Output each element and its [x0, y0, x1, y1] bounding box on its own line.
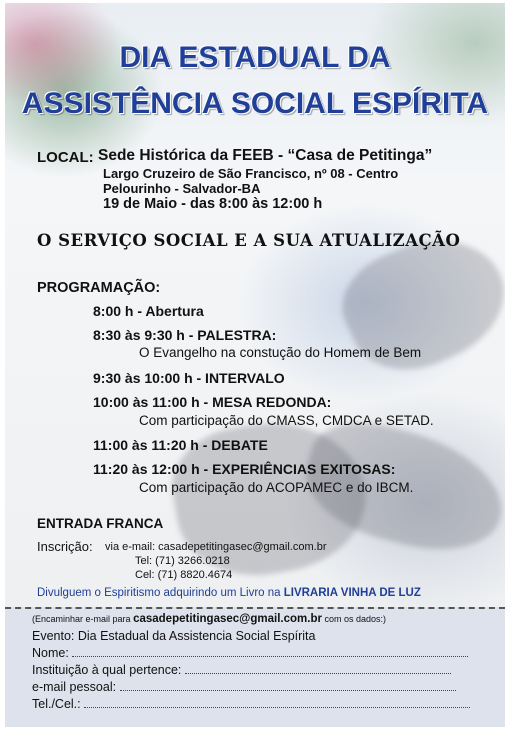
local-address-2: Pelourinho - Salvador-BA [103, 181, 261, 196]
form-event: Evento: Dia Estadual da Assistencia Social Espírita [32, 629, 316, 643]
form-field-line[interactable] [185, 663, 451, 674]
form-field-label: Nome: [32, 646, 69, 660]
local-place: Sede Histórica da FEEB - “Casa de Petitinga” [98, 147, 433, 164]
program-item-time: 10:00 às 11:00 h - MESA REDONDA: [93, 394, 332, 410]
form-field-email[interactable] [32, 680, 456, 694]
promo-line [37, 587, 421, 599]
form-instruction-post: com os dados:) [324, 614, 387, 624]
form-field-institution[interactable] [32, 663, 451, 677]
entrance-free: ENTRADA FRANCA [37, 516, 164, 531]
theme-heading: O SERVIÇO SOCIAL E A SUA ATUALIZAÇÃO [37, 231, 461, 250]
form-field-label: Tel./Cel.: [32, 697, 81, 711]
form-field-phone[interactable] [32, 697, 470, 711]
program-item-time: 9:30 às 10:00 h - INTERVALO [93, 370, 285, 386]
form-field-line[interactable] [72, 646, 468, 657]
form-field-line[interactable] [84, 697, 470, 708]
program-item-time: 8:00 h - Abertura [93, 303, 204, 319]
program-item-time: 11:00 às 11:20 h - DEBATE [93, 437, 268, 453]
form-field-line[interactable] [120, 680, 456, 691]
program-item-detail: O Evangelho na constução do Homem de Bem [139, 345, 422, 360]
title-line-1: DIA ESTADUAL DA [119, 41, 391, 74]
local-date: 19 de Maio - das 8:00 às 12:00 h [103, 196, 323, 212]
form-instruction-pre: (Encaminhar e-mail para [32, 614, 131, 624]
local-address-1: Largo Cruzeiro de São Francisco, nº 08 - Centro [103, 166, 399, 181]
promo-text: Divulguem o Espiritismo adquirindo um Livro na [37, 587, 281, 599]
registration-label: Inscrição: [37, 539, 93, 554]
program-item-detail: Com participação do CMASS, CMDCA e SETAD. [139, 413, 434, 428]
event-poster [5, 3, 505, 607]
title-line-2: ASSISTÊNCIA SOCIAL ESPÍRITA [21, 87, 489, 120]
promo-store: LIVRARIA VINHA DE LUZ [283, 587, 421, 599]
registration-form [5, 607, 505, 727]
registration-cel: Cel: (71) 8820.4674 [135, 569, 233, 581]
registration-tel: Tel: (71) 3266.0218 [135, 555, 230, 567]
program-item-time: 8:30 às 9:30 h - PALESTRA: [93, 327, 277, 343]
form-field-label: Instituição à qual pertence: [32, 663, 182, 677]
local-label: LOCAL: [37, 149, 94, 166]
program-item-detail: Com participação do ACOPAMEC e do IBCM. [139, 480, 414, 495]
program-item-time: 11:20 às 12:00 h - EXPERIÊNCIAS EXITOSAS: [93, 461, 396, 477]
registration-email[interactable]: via e-mail: casadepetitingasec@gmail.com.br [105, 541, 327, 553]
form-instruction [32, 613, 386, 625]
form-field-name[interactable] [32, 646, 468, 660]
form-field-label: e-mail pessoal: [32, 680, 117, 694]
program-heading: PROGRAMAÇÃO: [37, 280, 161, 296]
form-email[interactable]: casadepetitingasec@gmail.com.br [133, 613, 322, 625]
